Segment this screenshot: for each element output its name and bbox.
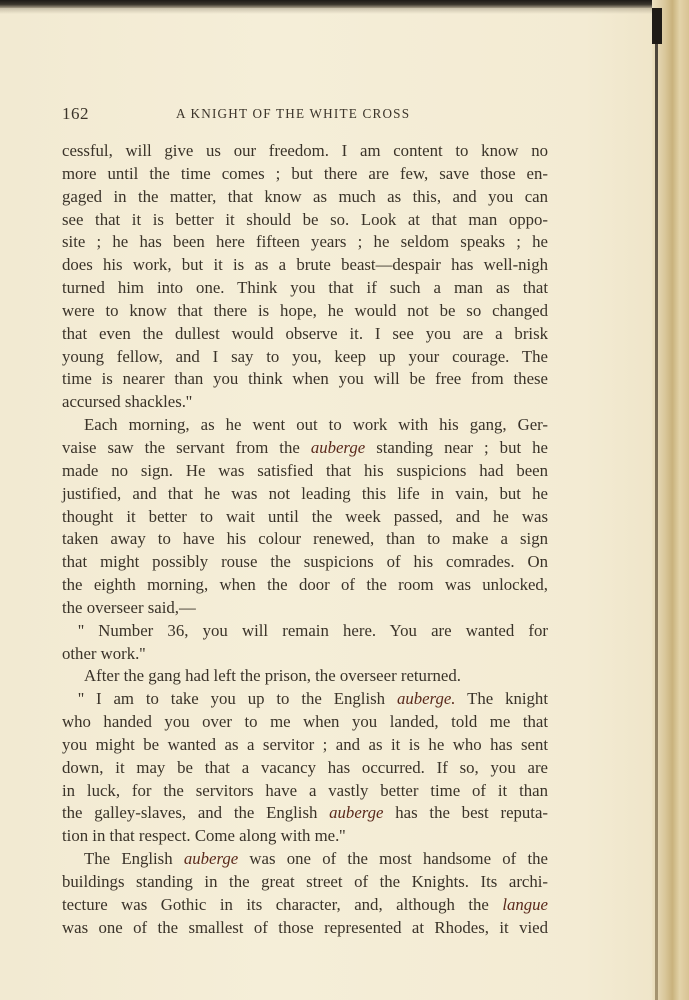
text-line — [62, 688, 548, 711]
text-line — [62, 734, 548, 757]
text-line — [62, 894, 548, 917]
text-segment: gaged in the matter, that know as much as this, and you can — [62, 186, 548, 206]
text-line — [62, 620, 548, 643]
text-segment: see that it is better it should be so. Look at that man oppo- — [62, 209, 548, 229]
text-line — [62, 528, 548, 551]
page-number: 162 — [62, 104, 89, 123]
text-segment: thought it better to wait until the week passed, and he was — [62, 506, 548, 526]
running-head — [62, 104, 548, 124]
text-segment: was one of the most handsome of the — [238, 849, 548, 869]
text-segment: young fellow, and I say to you, keep up your courage. The — [62, 346, 548, 366]
text-segment: has the best reputa- — [383, 803, 548, 823]
text-segment: more until the time comes ; but there are few, save those en- — [62, 163, 548, 183]
italic-word: langue — [502, 894, 548, 914]
text-line — [62, 643, 548, 666]
text-line — [62, 300, 548, 323]
text-segment: that even the dullest would observe it. I see you are a brisk — [62, 323, 548, 343]
text-line — [62, 802, 548, 825]
text-segment: other work.'' — [62, 643, 146, 663]
text-segment: accursed shackles.'' — [62, 392, 192, 412]
text-segment: After the gang had left the prison, the overseer returned. — [84, 666, 461, 686]
text-line — [62, 186, 548, 209]
text-line — [62, 254, 548, 277]
text-segment: Each morning, as he went out to work with his gang, Ger- — [84, 415, 548, 435]
text-line — [62, 163, 548, 186]
text-line — [62, 460, 548, 483]
text-line — [62, 757, 548, 780]
text-segment: time is nearer than you think when you will be free from these — [62, 369, 548, 389]
text-line — [62, 506, 548, 529]
text-line — [62, 483, 548, 506]
italic-word: auberge — [329, 803, 384, 823]
text-segment: you might be wanted as a servitor ; and as it is he who has sent — [62, 734, 548, 754]
text-line — [62, 391, 548, 414]
text-line — [62, 209, 548, 232]
page-corner-shadow — [652, 8, 662, 44]
text-segment: tion in that respect. Come along with me.'' — [62, 826, 346, 846]
text-segment: made no sign. He was satisfied that his suspicions had been — [62, 460, 548, 480]
text-segment: in luck, for the servitors have a vastly better time of it than — [62, 780, 548, 800]
text-segment: buildings standing in the great street of the Knights. Its archi- — [62, 872, 548, 891]
italic-word: auberge — [310, 437, 366, 457]
text-line — [62, 871, 548, 894]
text-line — [62, 574, 548, 597]
text-segment: down, it may be that a vacancy has occurred. If so, you are — [62, 757, 548, 777]
text-line — [62, 437, 548, 460]
text-segment: The English — [84, 849, 184, 869]
body-text — [62, 140, 548, 940]
text-line — [62, 711, 548, 734]
text-segment: vaise saw the servant from the — [62, 437, 311, 457]
text-segment: the eighth morning, when the door of the room was unlocked, — [62, 575, 548, 595]
text-segment: turned him into one. Think you that if such a man as that — [62, 278, 548, 298]
text-segment: the overseer said,— — [62, 597, 196, 617]
text-line — [62, 368, 548, 391]
text-segment: the galley-slaves, and the English — [62, 803, 330, 823]
running-title: A KNIGHT OF THE WHITE CROSS — [176, 106, 411, 121]
text-line — [62, 414, 548, 437]
page-top-edge — [0, 0, 689, 8]
text-segment: were to know that there is hope, he would not be so changed — [62, 300, 548, 320]
text-segment: that might possibly rouse the suspicions of his comrades. On — [62, 552, 548, 572]
page-gutter-line — [655, 8, 658, 1000]
text-line — [62, 323, 548, 346]
text-segment: cessful, will give us our freedom. I am content to know no — [62, 141, 548, 160]
text-segment: '' I am to take you up to the English — [78, 689, 397, 709]
italic-word: auberge — [183, 849, 239, 869]
text-segment: tecture was Gothic in its character, and, although the — [62, 894, 503, 914]
text-line — [62, 917, 548, 940]
text-line — [62, 825, 548, 848]
text-line — [62, 665, 548, 688]
text-line — [62, 597, 548, 620]
text-segment: was one of the smallest of those represented at Rhodes, it vied — [62, 917, 548, 937]
text-line — [62, 346, 548, 369]
italic-word: auberge. — [396, 689, 456, 709]
text-line — [62, 848, 548, 871]
text-segment: who handed you over to me when you landed, told me that — [62, 712, 548, 732]
text-segment: standing near ; but he — [365, 437, 548, 457]
text-line — [62, 277, 548, 300]
text-segment: taken away to have his colour renewed, than to make a sign — [62, 529, 548, 549]
text-line — [62, 551, 548, 574]
text-line — [62, 140, 548, 163]
text-segment: justified, and that he was not leading this life in vain, but he — [62, 483, 548, 503]
text-segment: site ; he has been here fifteen years ; he seldom speaks ; he — [62, 232, 548, 252]
text-segment: The knight — [455, 689, 548, 709]
text-line — [62, 780, 548, 803]
text-line — [62, 231, 548, 254]
text-segment: does his work, but it is as a brute beast—despair has well-nigh — [62, 255, 548, 275]
page-top-shadow — [0, 8, 689, 14]
text-segment: '' Number 36, you will remain here. You are wanted for — [78, 620, 548, 640]
